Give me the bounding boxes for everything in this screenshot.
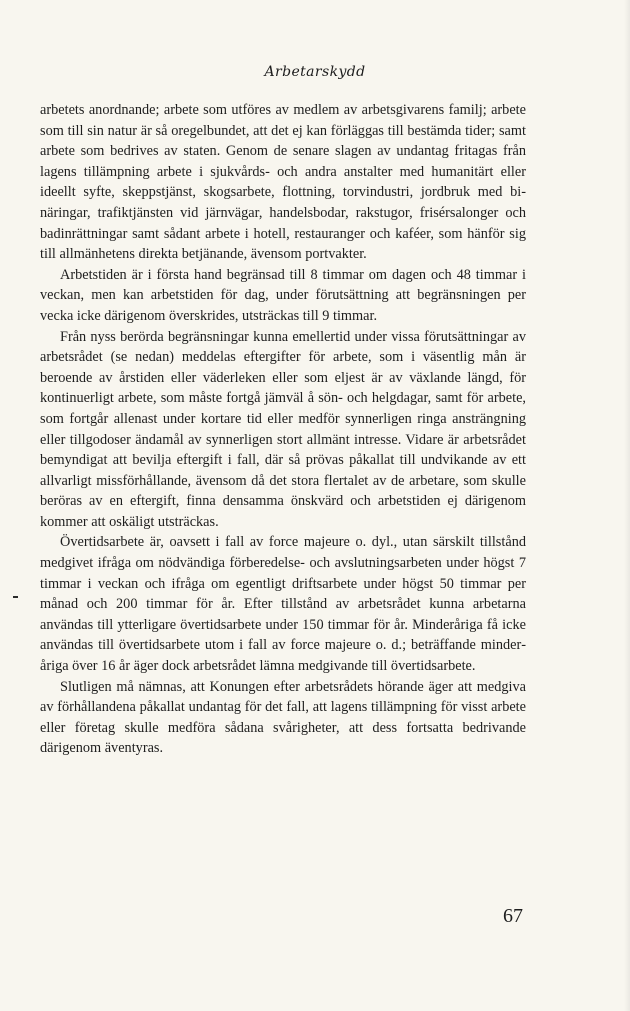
running-header: Arbetarskydd — [264, 64, 366, 80]
page-number: 67 — [503, 905, 523, 927]
paragraph: Slutligen må nämnas, att Konungen efter arbetsrådets hörande äger att medgiva av förhållandena påkallat undantag för det fall, att lagens tillämpning för visst arbete eller företag skulle medföra sådana svårigheter, att dess fortsatta bedrivande därigenom äventyras. — [40, 678, 526, 757]
margin-mark — [13, 596, 18, 598]
body-text — [40, 100, 526, 759]
paragraph: arbetets anordnande; arbete som utföres av medlem av arbetsgivarens familj; arbete som till sin natur är så oregelbundet, att det ej kan förläggas till bestämda tider; samt arbete som bedrives av staten. Genom de senare slagen av undantag fritagas från lagens tillämpning arbete i sjukvårds- och andra anstalter med humanitärt eller ideellt syfte, skeppstjänst, skogsarbete, flottning, torvindustri, jordbruk med binäringar, trafiktjänsten vid järnvägar, handelsbodar, rakstugor, frisérsalonger och badinrättningar samt sådant arbete i hotell, restauranger och kaféer, som hänför sig till allmänhetens direkta betjänande, ävensom portvakter. — [40, 102, 526, 263]
paragraph: Övertidsarbete är, oavsett i fall av force majeure o. dyl., utan särskilt tillstånd medgivet ifråga om nödvändiga förberedelse- och avslutningsarbeten under högst 7 timmar i veckan och ifråga om egentligt driftsarbete under högst 50 timmar per månad och 200 timmar för år. Efter tillstånd av arbetsrådet kunna arbetarna användas till ytterligare övertidsarbete under 150 timmar för år. Minderåriga få icke användas till övertidsarbete utom i fall av force majeure o. d.; beträffande minderåriga över 16 år äger dock arbetsrådet lämna medgivande till övertidsarbete. — [40, 534, 526, 675]
paragraph: Arbetstiden är i första hand begränsad till 8 timmar om dagen och 48 timmar i veckan, men kan arbetstiden för dag, under förutsättning att begränsningen per vecka icke därigenom överskrides, utsträckas till 9 timmar. — [40, 266, 526, 324]
paragraph: Från nyss berörda begränsningar kunna emellertid under vissa förutsättningar av arbetsrådet (se nedan) meddelas eftergifter för arbete, som i väsentlig mån är beroende av årstiden eller väderleken eller som eljest är av växlande längd, för kontinuerligt arbete, som måste fortgå jämväl å sön- och helgdagar, samt för arbete, som fortgår allenast under kortare tid eller medför synnerligen ringa ansträngning eller tillgodoser ändamål av synnerligen stort allmänt intresse. Vidare är arbetsrådet bemyndigat att bevilja eftergift i fall, där så prövas påkallat till undvikande av ett allvarligt missförhållande, ävensom då det stora flertalet av de arbetare, som skulle beröras av en eftergift, finna densamma önskvärd och arbetstiden ej därigenom kommer att oskäligt utsträckas. — [40, 328, 526, 530]
